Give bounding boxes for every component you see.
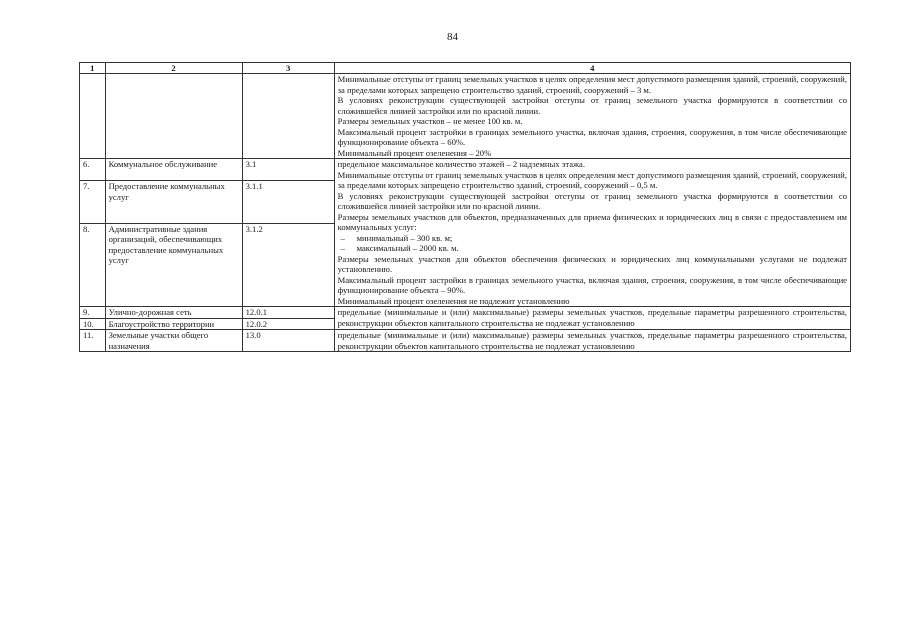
cell-name [105,74,242,159]
cell-parameters: предельные (минимальные и (или) максимальные) размеры земельных участков, предельные параметры разрешенного строительства, реконструкции объектов капитального строительства не подлежат установлению [334,307,850,330]
header-col-4: 4 [334,63,850,74]
list-item [338,233,847,244]
cell-parameters [334,74,850,159]
param-text: Минимальный процент озеленения не подлежит установлению [337,295,570,306]
param-text: Минимальные отступы от границ земельных участков в целях определения мест допустимого размещения зданий, строений, сооружений, за пределами которых запрещено строительство зданий, строений, сооружений – 3 м. [337,74,847,95]
header-col-3: 3 [242,63,334,74]
table-row [80,159,851,181]
cell-num: 9. [80,307,106,319]
cell-name: Благоустройство территории [105,318,242,330]
list-item-text: максимальный – 2000 кв. м. [356,243,459,253]
param-text: Размеры земельных участков для объектов обеспечения физических и юридических лиц коммунальными услугами не подлежат установлению. [337,253,847,274]
cell-name: Предоставление коммунальных услуг [105,181,242,224]
param-text: Размеры земельных участков – не менее 100 кв. м. [337,116,523,126]
param-text: предельное максимальное количество этажей – 2 надземных этажа. [337,159,585,169]
cell-code: 3.1.1 [242,181,334,224]
cell-num: 8. [80,223,106,306]
cell-num: 11. [80,330,106,352]
param-text: В условиях реконструкции существующей застройки отступы от границ земельного участка формируются в соответствии со сложившейся линией застройки или по красной линии. [337,95,847,116]
dash-marker: – [340,243,345,253]
list-item [338,243,847,254]
cell-name: Улично-дорожная сеть [105,307,242,319]
cell-parameters [334,159,850,307]
table-row [80,74,851,159]
cell-code [242,74,334,159]
param-text: Максимальный процент застройки в границах земельного участка, включая здания, строения, сооружения, в том числе обеспечивающие функционирование объекта – 60%. [337,126,847,147]
param-text: Максимальный процент застройки в границах земельного участка, включая здания, строения, сооружения, в том числе обеспечивающие функционирование объекта – 90%. [337,274,847,295]
cell-num: 6. [80,159,106,181]
cell-code: 13.0 [242,330,334,352]
cell-num [80,74,106,159]
regulations-table [79,62,851,352]
cell-code: 3.1.2 [242,223,334,306]
table-row [80,330,851,352]
param-text: В условиях реконструкции существующей застройки отступы от границ земельного участка формируются в соответствии со сложившейся линией застройки или по красной линии. [337,190,847,211]
param-text: Минимальные отступы от границ земельных участков в целях определения мест допустимого размещения зданий, строений, сооружений, за пределами которых запрещено строительство зданий, строений, сооружений – 0,5 м. [337,169,847,190]
cell-name: Административные здания организаций, обеспечивающих предоставление коммунальных услуг [105,223,242,306]
cell-name: Коммунальное обслуживание [105,159,242,181]
cell-parameters: предельные (минимальные и (или) максимальные) размеры земельных участков, предельные параметры разрешенного строительства, реконструкции объектов капитального строительства не подлежат установлению [334,330,850,352]
param-text: Размеры земельных участков для объектов, предназначенных для приема физических и юридических лиц в связи с предоставлением им коммунальных услуг: [337,211,847,232]
cell-name: Земельные участки общего назначения [105,330,242,352]
header-col-2: 2 [105,63,242,74]
param-text: Минимальный процент озеленения – 20% [337,147,492,158]
cell-code: 12.0.2 [242,318,334,330]
table-row [80,307,851,319]
cell-num: 7. [80,181,106,224]
page-number: 84 [447,31,458,43]
list-item-text: минимальный – 300 кв. м; [356,232,453,243]
table-header-row [80,63,851,74]
cell-code: 12.0.1 [242,307,334,319]
header-col-1: 1 [80,63,106,74]
cell-code: 3.1 [242,159,334,181]
dash-marker: – [340,232,345,243]
cell-num: 10. [80,318,106,330]
